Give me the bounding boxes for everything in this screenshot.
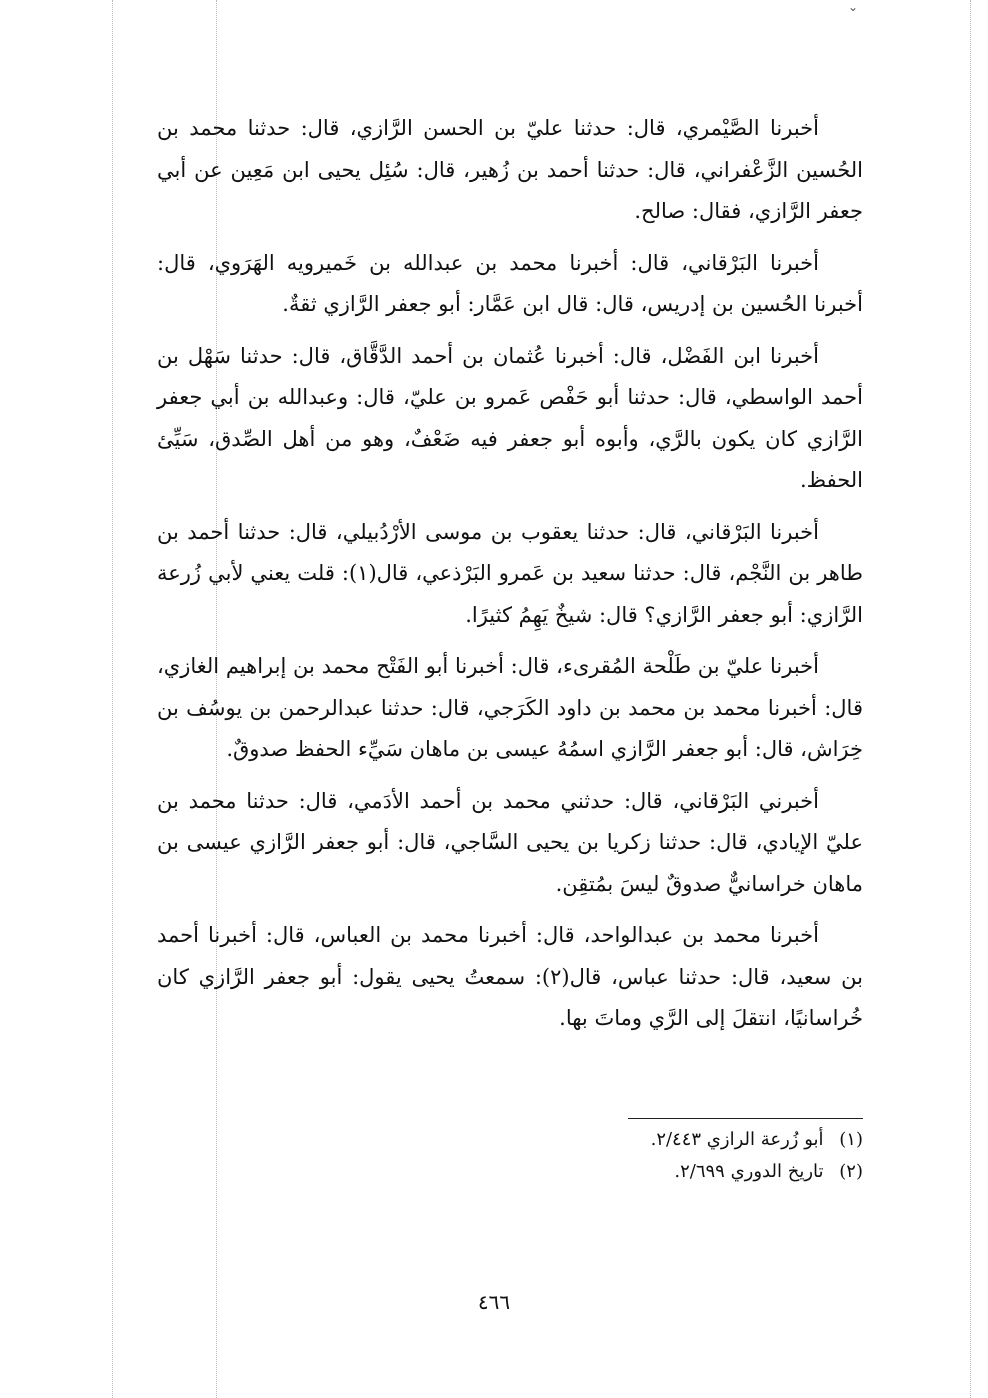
corner-mark: ⌄ — [848, 0, 859, 14]
footnote-text: أبو زُرعة الرازي ٢/٤٤٣. — [650, 1129, 824, 1150]
paragraph: أخبرنا البَرْقاني، قال: أخبرنا محمد بن عبدالله بن خَميرويه الهَرَوي، قال: أخبرنا الحُسين بن إدريس، قال: قال ابن عَمَّار: أبو جعفر الرَّازي ثقةٌ. — [157, 250, 863, 316]
paragraph: أخبرنا ابن الفَضْل، قال: أخبرنا عُثمان بن أحمد الدَّقَّاق، قال: حدثنا سَهْل بن أحمد الواسطي، قال: حدثنا أبو حَفْص عَمرو بن عليّ، قال: وعبدالله بن أبي جعفر الرَّازي كان يكون بالرَّي، وأبوه أبو جعفر فيه ضَعْفٌ، وهو من أهل الصِّدق، سَيِّئ الحفظ. — [157, 343, 863, 492]
footnote-number: (٢) — [839, 1161, 863, 1182]
page-number: ٤٦٦ — [477, 1290, 511, 1314]
scan-margin-dots — [112, 0, 113, 1398]
footnote — [500, 1124, 863, 1156]
footnote-text: تاريخ الدوري ٢/٦٩٩. — [674, 1161, 824, 1182]
footnote-divider — [628, 1118, 863, 1119]
paragraph: أخبرنا محمد بن عبدالواحد، قال: أخبرنا محمد بن العباس، قال: أخبرنا أحمد بن سعيد، قال: حدثنا عباس، قال(٢): سمعتُ يحيى يقول: أبو جعفر الرَّازي كان خُراسانيًا، انتقلَ إلى الرَّي وماتَ بها. — [157, 923, 863, 1030]
page-body — [157, 108, 863, 1050]
footnote — [500, 1156, 863, 1188]
paragraph: أخبرني البَرْقاني، قال: حدثني محمد بن أحمد الأدَمي، قال: حدثنا محمد بن عليّ الإيادي، قال: حدثنا زكريا بن يحيى السَّاجي، قال: أبو جعفر الرَّازي عيسى بن ماهان خراسانيٌّ صدوقٌ ليسَ بمُتقِن. — [157, 788, 863, 896]
scan-margin-dots — [970, 0, 971, 1398]
paragraph: أخبرنا الصَّيْمري، قال: حدثنا عليّ بن الحسن الرَّازي، قال: حدثنا محمد بن الحُسين الزَّعْفراني، قال: حدثنا أحمد بن زُهير، قال: سُئِل يحيى ابن مَعِين عن أبي جعفر الرَّازي، فقال: صالح. — [157, 116, 863, 223]
footnote-number: (١) — [839, 1129, 863, 1150]
paragraph: أخبرنا عليّ بن طَلْحة المُقرىء، قال: أخبرنا أبو الفَتْح محمد بن إبراهيم الغازي، قال: أخبرنا محمد بن محمد بن داود الكَرَجي، قال: حدثنا عبدالرحمن بن يوسُف بن خِرَاش، قال: أبو جعفر الرَّازي اسمُهُ عيسى بن ماهان سَيِّء الحفظ صدوقٌ. — [157, 654, 863, 761]
paragraph: أخبرنا البَرْقاني، قال: حدثنا يعقوب بن موسى الأرْدُبيلي، قال: حدثنا أحمد بن طاهر بن النَّجْم، قال: حدثنا سعيد بن عَمرو البَرْذعي، قال(١): قلت يعني لأبي زُرعة الرَّازي: أبو جعفر الرَّازي؟ قال: شيخٌ يَهِمُ كثيرًا. — [157, 519, 863, 627]
footnotes — [500, 1124, 863, 1188]
